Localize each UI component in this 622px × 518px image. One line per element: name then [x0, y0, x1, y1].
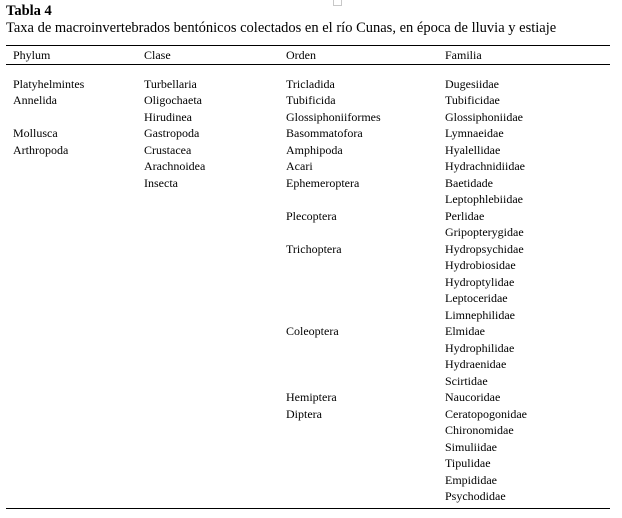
cell-familia: Tipulidae — [445, 456, 491, 471]
cell-familia: Chironomidae — [445, 423, 514, 438]
cell-familia: Tubificidae — [445, 93, 500, 108]
anchor-marker-icon — [333, 0, 342, 6]
cell-familia: Glossiphoniidae — [445, 109, 523, 124]
cell-familia: Leptoceridae — [445, 291, 508, 306]
cell-familia: Hyalellidae — [445, 142, 501, 157]
cell-familia: Scirtidae — [445, 373, 488, 388]
cell-familia: Simuliidae — [445, 439, 497, 454]
cell-phylum: Platyhelmintes — [13, 77, 85, 91]
header-orden: Orden — [286, 48, 316, 62]
cell-clase: Turbellaria — [144, 77, 197, 91]
cell-familia: Empididae — [445, 472, 497, 487]
cell-familia: Elmidae — [445, 324, 485, 339]
cell-familia: Hydrobiosidae — [445, 258, 516, 273]
header-phylum: Phylum — [13, 48, 51, 62]
cell-orden: Glossiphoniiformes — [286, 109, 381, 124]
table-subtitle: Taxa de macroinvertebrados bentónicos colectados en el río Cunas, en época de lluvia y estiaje — [6, 20, 557, 36]
cell-familia: Hydrachnidiidae — [445, 159, 525, 174]
cell-familia: Ceratopogonidae — [445, 406, 527, 421]
header-clase: Clase — [144, 48, 171, 62]
table-header-rule — [6, 64, 610, 65]
cell-orden: Ephemeroptera — [286, 175, 360, 190]
cell-orden: Amphipoda — [286, 142, 343, 157]
cell-orden: Tubificida — [286, 93, 336, 108]
cell-orden: Hemiptera — [286, 390, 337, 405]
cell-orden: Plecoptera — [286, 208, 337, 223]
cell-orden: Trichoptera — [286, 241, 342, 256]
cell-familia: Limnephilidae — [445, 307, 515, 322]
cell-clase: Insecta — [144, 175, 178, 190]
cell-orden: Acari — [286, 159, 313, 174]
cell-familia: Hydropsychidae — [445, 241, 524, 256]
cell-clase: Crustacea — [144, 142, 192, 157]
table-title: Tabla 4 — [6, 3, 52, 19]
cell-clase: Oligochaeta — [144, 93, 202, 108]
cell-phylum: Arthropoda — [13, 142, 69, 157]
table-bottom-rule — [6, 508, 610, 509]
cell-familia: Hydrophilidae — [445, 340, 515, 355]
cell-clase: Arachnoidea — [144, 159, 206, 174]
cell-familia: Lymnaeidae — [445, 126, 504, 141]
cell-familia: Baetidade — [445, 175, 493, 190]
cell-familia: Naucoridae — [445, 390, 501, 405]
cell-familia: Leptophlebiidae — [445, 192, 523, 207]
cell-phylum: Annelida — [13, 93, 57, 108]
cell-familia: Gripopterygidae — [445, 225, 524, 240]
cell-clase: Gastropoda — [144, 126, 200, 141]
cell-familia: Perlidae — [445, 208, 485, 223]
table-top-rule — [6, 45, 610, 46]
cell-orden: Coleoptera — [286, 324, 339, 339]
cell-clase: Hirudinea — [144, 109, 192, 124]
cell-familia: Hydroptylidae — [445, 274, 515, 289]
cell-orden: Diptera — [286, 406, 322, 421]
cell-familia: Psychodidae — [445, 489, 506, 503]
cell-familia: Hydraenidae — [445, 357, 507, 372]
cell-orden: Basommatofora — [286, 126, 363, 141]
header-familia: Familia — [445, 48, 482, 62]
cell-orden: Tricladida — [286, 77, 335, 91]
cell-phylum: Mollusca — [13, 126, 58, 141]
cell-familia: Dugesiidae — [445, 77, 499, 91]
